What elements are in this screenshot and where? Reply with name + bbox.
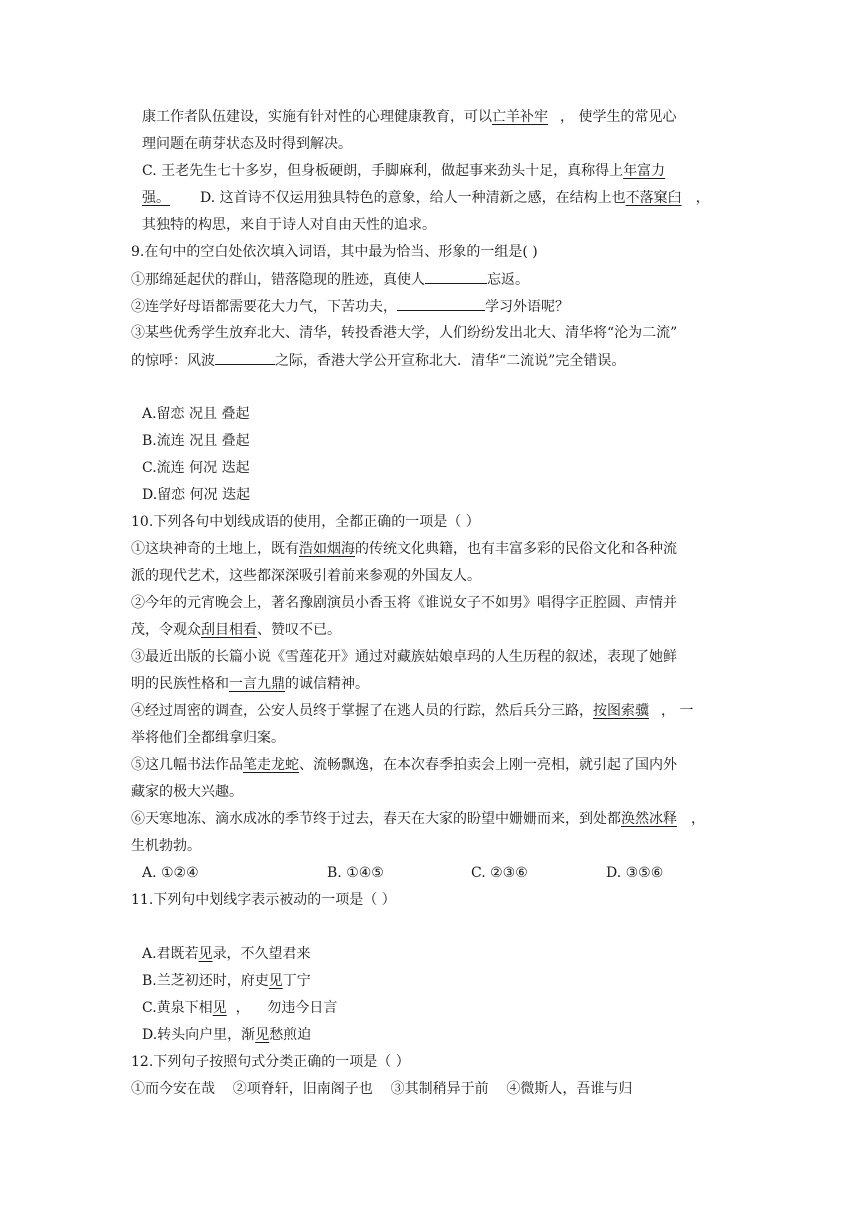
text: ①那绵延起伏的群山，错落隐现的胜迹，真使人	[131, 272, 425, 288]
q10-stem: 10.下列各句中划线成语的使用，全都正确的一项是（ ）	[131, 514, 480, 530]
q11-option-a	[142, 944, 311, 964]
fill-blank	[215, 350, 275, 365]
q9-option-d: D.留恋 何况 迭起	[142, 487, 251, 503]
text: ，	[695, 190, 710, 206]
q10-option-a: A. ①②④	[142, 865, 199, 881]
text: 录，不久望君来	[212, 946, 311, 962]
fill-blank	[397, 296, 485, 311]
underlined-idiom: 按图索骥	[593, 703, 649, 719]
text: 的传统文化典籍，也有丰富多彩的民俗文化和各种流	[355, 541, 677, 557]
q11-option-d	[142, 1025, 311, 1045]
text: ⑤这几幅书法作品	[131, 757, 243, 773]
q10-sentence-2-line-1: ②今年的元宵晚会上，著名豫剧演员小香玉将《谁说女子不如男》唱得字正腔圆、声情并	[131, 595, 677, 611]
q9-option-b: B.流连 况且 叠起	[142, 433, 250, 449]
underlined-char: 见	[212, 1000, 227, 1016]
q11-option-b	[142, 971, 311, 991]
q8-option-b-line-2: 理问题在萌芽状态及时得到解决。	[142, 136, 352, 152]
q10-sentence-1-line-1	[131, 539, 677, 559]
text: 愁煎迫	[269, 1027, 312, 1043]
q9-sentence-2	[131, 296, 569, 317]
q10-sentence-3-line-1: ③最近出版的长篇小说《雪莲花开》通过对藏族姑娘卓玛的人生历程的叙述，表现了她鲜	[131, 649, 677, 665]
q10-sentence-4-line-1	[131, 701, 693, 721]
fill-blank	[425, 269, 487, 284]
underlined-idiom: 涣然冰释	[621, 811, 677, 827]
text: ， 一	[661, 703, 694, 719]
q10-sentence-6-line-2: 生机勃勃。	[131, 838, 201, 854]
text: 之际，香港大学公开宣称北大．清华“二流说”完全错误。	[275, 353, 626, 369]
underlined-idiom: 不落窠臼	[625, 190, 682, 206]
q10-sentence-5-line-2: 藏家的极大兴趣。	[131, 784, 243, 800]
text: 、赞叹不已。	[257, 622, 341, 638]
text: 康工作者队伍建设，实施有针对性的心理健康教育，可以	[142, 109, 492, 125]
underlined-idiom: 一言九鼎	[229, 676, 285, 692]
text: 茂，令观众	[131, 622, 201, 638]
text: A.君既若	[142, 946, 199, 962]
text: D.转头向户里，渐	[142, 1027, 256, 1043]
q11-option-c	[142, 998, 337, 1018]
q10-sentence-4-line-2: 举将他们全都缉拿归案。	[131, 730, 285, 746]
text: ②连学好母语都需要花大力气，下苦功夫，	[131, 299, 397, 315]
text: ④经过周密的调查，公安人员终于掌握了在逃人员的行踪，然后兵分三路，	[131, 703, 593, 719]
q10-sentence-6-line-1	[131, 809, 705, 829]
q10-sentence-1-line-2: 派的现代艺术，这些都深深吸引着前来参观的外国友人。	[131, 568, 481, 584]
underlined-idiom: 年富力	[623, 163, 666, 179]
text: 的惊呼：风波	[131, 353, 215, 369]
q12-stem: 12.下列句子按照句式分类正确的一项是（ ）	[131, 1054, 410, 1070]
q8-option-d-line-2: 其独特的构思，来自于诗人对自由天性的追求。	[142, 217, 436, 233]
q9-stem: 9.在句中的空白处依次填入词语，其中最为恰当、形象的一组是( )	[131, 244, 538, 260]
text: ⑥天寒地冻、滴水成冰的季节终于过去，春天在大家的盼望中姗姗而来，到处都	[131, 811, 621, 827]
underlined-char: 见	[198, 946, 213, 962]
text: C. 王老先生七十多岁，但身板硬朗，手脚麻利，做起事来劲头十足，真称得上	[142, 163, 624, 179]
q12-items: ①而今安在哉 ②项脊轩，旧南阁子也 ③其制稍异于前 ④微斯人，吾谁与归	[131, 1081, 633, 1097]
q11-stem: 11.下列句中划线字表示被动的一项是（ ）	[131, 892, 396, 908]
q9-option-a: A.留恋 况且 叠起	[142, 406, 250, 422]
text: C.黄泉下相	[142, 1000, 213, 1016]
text: D. 这首诗不仅运用独具特色的意象，给人一种清新之感，在结构上也	[200, 190, 626, 206]
q9-sentence-3-line-1: ③某些优秀学生放弃北大、清华，转投香港大学，人们纷纷发出北大、清华将“沦为二流”	[131, 325, 678, 341]
underlined-idiom: 刮目相看	[201, 622, 257, 638]
text: ， 使学生的常见心	[560, 109, 677, 125]
q9-option-c: C.流连 何况 迭起	[142, 460, 250, 476]
text: 忘返。	[487, 272, 529, 288]
text: 、流畅飘逸，在本次春季拍卖会上刚一亮相，就引起了国内外	[299, 757, 677, 773]
text: B.兰芝初还时，府吏	[142, 973, 269, 989]
q10-sentence-5-line-1	[131, 755, 677, 775]
q9-sentence-3-line-2	[131, 350, 625, 371]
q10-sentence-2-line-2	[131, 620, 341, 640]
text: ①这块神奇的土地上，既有	[131, 541, 299, 557]
text: 的诚信精神。	[285, 676, 369, 692]
text: ， 勿违今日言	[226, 1000, 338, 1016]
q9-sentence-1	[131, 269, 529, 290]
underlined-char: 见	[255, 1027, 270, 1043]
text: 明的民族性格和	[131, 676, 229, 692]
q10-option-c: C. ②③⑥	[471, 865, 528, 881]
underlined-idiom: 亡羊补牢	[492, 109, 548, 125]
q10-option-b: B. ①④⑤	[327, 865, 384, 881]
underlined-idiom: 浩如烟海	[299, 541, 355, 557]
q8-option-c-d-line	[142, 188, 710, 208]
underlined-idiom: 强。	[142, 190, 170, 206]
underlined-idiom: 笔走龙蛇	[243, 757, 299, 773]
q8-option-b-line-1	[142, 107, 676, 127]
q10-sentence-3-line-2	[131, 674, 369, 694]
text: ，	[691, 811, 705, 827]
text: 丁宁	[282, 973, 311, 989]
q8-option-c-line-1	[142, 161, 665, 181]
q10-option-d: D. ③⑤⑥	[606, 865, 664, 881]
underlined-char: 见	[268, 973, 283, 989]
text: 学习外语呢？	[485, 299, 569, 315]
